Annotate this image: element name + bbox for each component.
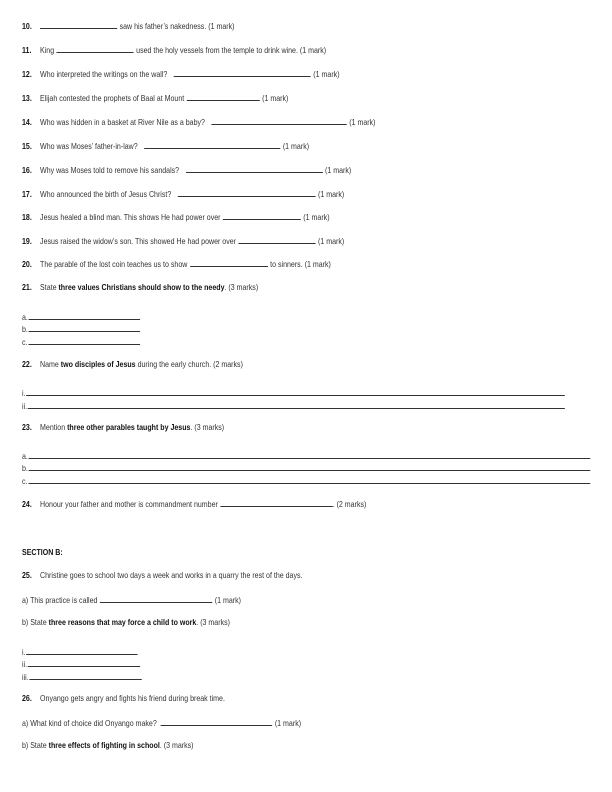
question-text: Who was hidden in a basket at River Nile as a baby? [40,117,205,127]
question-text: Jesus raised the widow’s son. This showed He had power over [40,236,237,246]
question-24 [22,498,366,509]
answer-line-b [22,462,593,473]
answer-blank[interactable] [29,462,591,471]
answer-blank[interactable] [212,116,347,125]
answer-blank[interactable] [190,258,268,267]
question-20 [22,258,331,269]
answer-blank[interactable] [40,20,117,29]
question-marks: . (3 marks) [159,740,194,750]
question-text: Jesus healed a blind man. This shows He had power over [40,212,221,222]
answer-blank[interactable] [28,475,590,484]
answer-line-c [22,475,592,486]
question-marks: (1 mark) [313,69,340,79]
question-number: 16. [22,165,32,175]
item-label: ii. [22,401,28,411]
question-number: 20. [22,259,32,269]
answer-blank[interactable] [161,717,273,726]
question-26 [22,693,225,703]
answer-blank[interactable] [223,211,301,220]
item-label: a. [22,451,28,461]
question-emphasis: three effects of fighting in school [48,740,160,750]
question-18 [22,211,330,222]
answer-blank[interactable] [29,671,141,680]
question-26b [22,740,194,750]
question-25a [22,594,241,605]
item-label: iii. [22,672,29,682]
question-text: Elijah contested the prophets of Baal at Mount [40,93,185,103]
question-number: 15. [22,141,32,151]
question-number: 14. [22,117,32,127]
question-text: King [40,45,55,55]
item-label: i. [22,388,26,398]
question-emphasis: three other parables taught by Jesus [67,422,191,432]
question-text: Christine goes to school two days a week and works in a quarry the rest of the days. [40,570,303,580]
section-b-heading: SECTION B: [22,547,63,557]
question-number: 10. [22,21,32,31]
question-text: saw his father’s nakedness. (1 mark) [119,21,235,31]
answer-blank[interactable] [144,140,280,149]
question-number: 12. [22,69,32,79]
question-number: 13. [22,93,32,103]
answer-line-i [22,387,568,398]
question-text: b) State [22,740,47,750]
question-26a [22,717,301,728]
answer-blank[interactable] [26,387,565,396]
question-number: 11. [22,45,32,55]
question-marks: (1 mark) [349,117,376,127]
question-marks: (1 mark) [318,236,345,246]
answer-line-iii [22,671,144,682]
item-label: ii. [22,659,28,669]
question-marks: (1 mark) [325,165,352,175]
question-text: Name [40,359,59,369]
question-marks: (1 mark) [274,718,302,728]
item-label: c. [22,476,28,486]
item-label: a. [22,312,28,322]
answer-line-a [22,450,593,461]
question-number: 18. [22,212,32,222]
question-text: Who interpreted the writings on the wall? [40,69,168,79]
question-21 [22,282,258,292]
answer-blank[interactable] [28,336,140,345]
question-text: Who announced the birth of Jesus Christ? [40,189,172,199]
question-number: 19. [22,236,32,246]
question-marks: (1 mark) [318,189,345,199]
answer-line-ii [22,400,567,411]
question-number: 25. [22,570,32,580]
question-17 [22,188,344,199]
question-16 [22,164,351,175]
question-text: a) This practice is called [22,595,98,605]
question-12 [22,68,340,79]
question-11 [22,44,326,55]
answer-blank[interactable] [28,400,565,409]
answer-blank[interactable] [57,44,134,53]
question-marks: . (3 marks) [224,282,259,292]
answer-blank[interactable] [178,188,316,197]
question-text: Mention [40,422,66,432]
question-marks: . (3 marks) [190,422,225,432]
question-marks: (1 mark) [262,93,289,103]
answer-blank[interactable] [29,323,141,332]
question-text: The parable of the lost coin teaches us to show [40,259,188,269]
question-text: to sinners. (1 mark) [270,259,331,269]
question-number: 21. [22,282,32,292]
question-25 [22,570,302,580]
question-number: 26. [22,693,32,703]
answer-blank[interactable] [29,450,591,459]
answer-line-ii [22,658,143,669]
item-label: b. [22,463,28,473]
question-text: Honour your father and mother is commandment number [40,499,218,509]
question-23 [22,422,224,432]
answer-line-c [22,336,142,347]
question-number: 22. [22,359,32,369]
question-10 [22,20,234,31]
question-13 [22,92,288,103]
answer-blank[interactable] [174,68,311,77]
question-marks: . (2 marks) [332,499,367,509]
question-19 [22,235,344,246]
answer-line-b [22,323,143,334]
question-text: during the early church. (2 marks) [137,359,243,369]
question-emphasis: three values Christians should show to the needy [58,282,225,292]
answer-blank[interactable] [238,235,315,244]
question-number: 24. [22,499,32,509]
question-marks: (1 mark) [214,595,241,605]
question-text: Onyango gets angry and fights his friend during break time. [40,693,225,703]
question-marks: . (3 marks) [196,617,230,627]
question-text: used the holy vessels from the temple to drink wine. (1 mark) [136,45,327,55]
question-15 [22,140,309,151]
question-emphasis: two disciples of Jesus [60,359,136,369]
answer-blank[interactable] [29,311,141,320]
answer-line-i [22,646,140,657]
question-number: 17. [22,189,32,199]
answer-blank[interactable] [100,594,212,603]
question-text: State [40,282,57,292]
question-text: a) What kind of choice did Onyango make? [22,718,157,728]
answer-blank[interactable] [187,92,260,101]
answer-blank[interactable] [26,646,138,655]
answer-blank[interactable] [186,164,323,173]
answer-blank[interactable] [220,498,332,507]
item-label: c. [22,337,28,347]
answer-blank[interactable] [28,658,140,667]
question-text: Why was Moses told to remove his sandals? [40,165,180,175]
question-number: 23. [22,422,32,432]
item-label: b. [22,324,28,334]
question-text: Who was Moses’ father-in-law? [40,141,138,151]
question-25b [22,617,230,627]
question-emphasis: three reasons that may force a child to work [48,617,197,627]
item-label: i. [22,647,26,657]
question-22 [22,359,243,369]
question-marks: (1 mark) [282,141,310,151]
answer-line-a [22,311,143,322]
question-marks: (1 mark) [303,212,330,222]
question-14 [22,116,376,127]
question-text: b) State [22,617,47,627]
